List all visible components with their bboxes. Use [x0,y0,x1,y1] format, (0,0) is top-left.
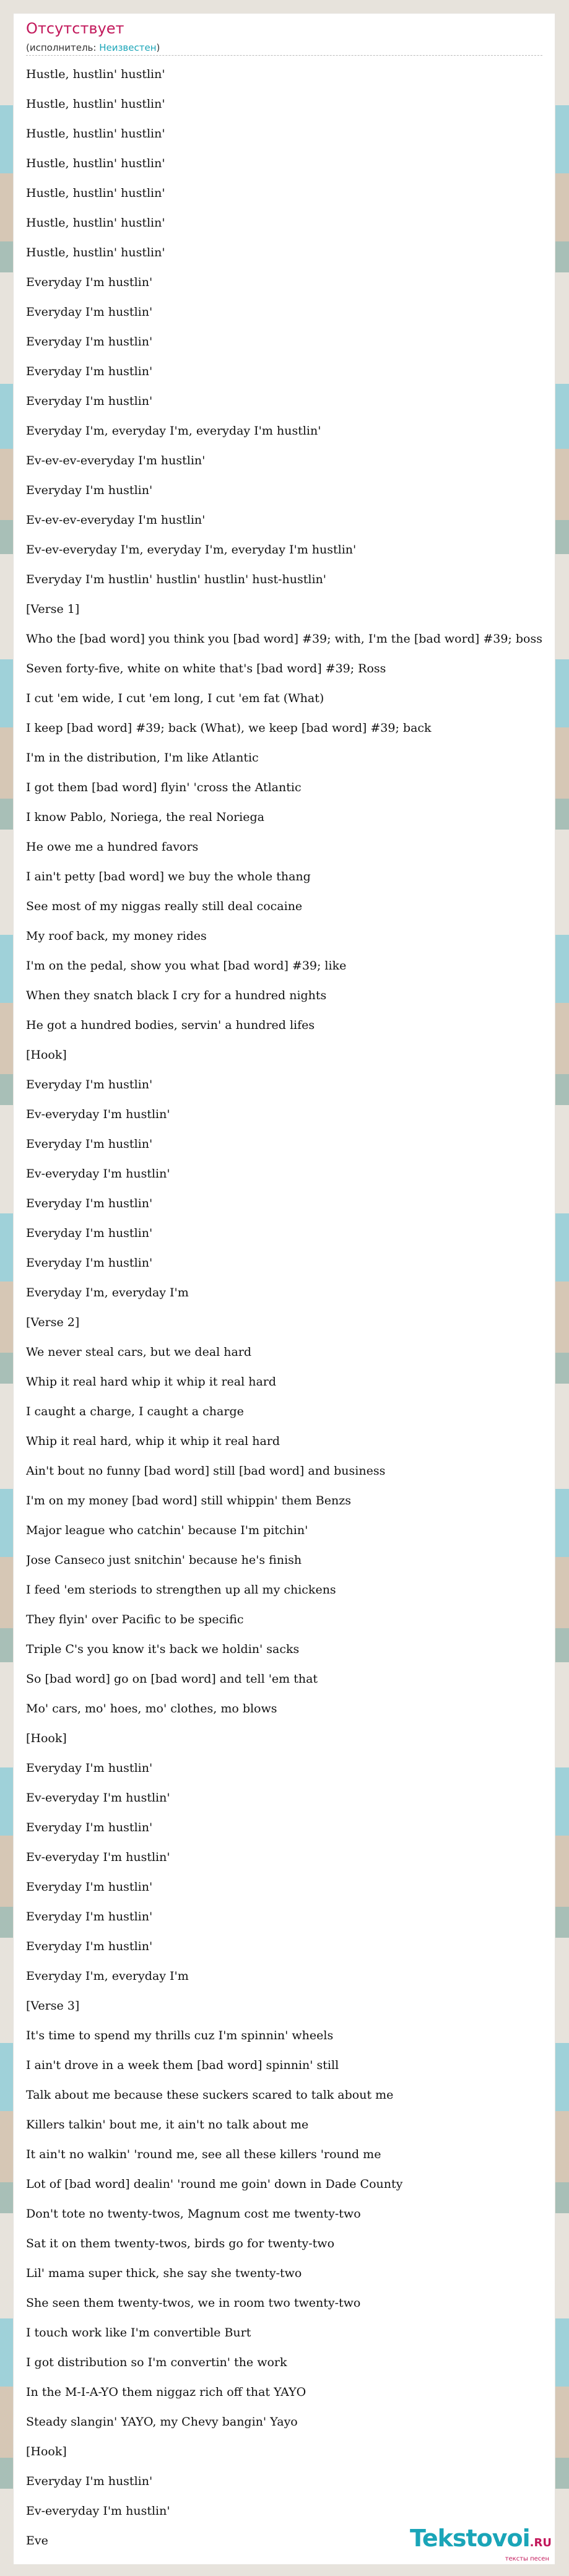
lyric-line: Everyday I'm hustlin' [26,1910,153,1923]
lyric-line: Jose Canseco just snitchin' because he's finish [26,1553,302,1567]
site-logo[interactable] [410,2526,552,2563]
lyric-line: Sat it on them twenty-twos, birds go for twenty-two [26,2237,335,2250]
lyric-line: Hustle, hustlin' hustlin' [26,186,165,200]
lyric-line: Everyday I'm hustlin' [26,1137,153,1151]
lyric-line: I ain't drove in a week them [bad word] spinnin' still [26,2058,339,2072]
lyric-line: Ev-everyday I'm hustlin' [26,1850,170,1864]
lyrics-list [26,59,542,2556]
lyric-line: Everyday I'm, everyday I'm [26,1286,189,1299]
lyric-line: Ain't bout no funny [bad word] still [bad word] and business [26,1464,386,1478]
lyric-line: Everyday I'm hustlin' [26,1197,153,1210]
lyric-line: Everyday I'm hustlin' [26,394,153,408]
lyric-line: Talk about me because these suckers scared to talk about me [26,2088,394,2102]
logo-tld: .RU [529,2536,552,2549]
lyric-line: Killers talkin' bout me, it ain't no talk about me [26,2118,309,2131]
page-title: Отсутствует [26,20,124,37]
lyric-line: [Verse 3] [26,1999,80,2013]
lyric-line: Everyday I'm hustlin' [26,1761,153,1775]
lyric-line: [Hook] [26,1732,67,1745]
lyric-line: Everyday I'm hustlin' [26,1880,153,1894]
lyric-line: Everyday I'm hustlin' [26,1821,153,1834]
lyric-line: He got a hundred bodies, servin' a hundred lifes [26,1018,315,1032]
lyric-line: I ain't petty [bad word] we buy the whole thang [26,870,311,883]
lyric-line: [Verse 1] [26,602,80,616]
divider [26,55,542,56]
lyric-line: [Hook] [26,1048,67,1062]
lyric-line: Major league who catchin' because I'm pitchin' [26,1524,308,1537]
lyric-line: Everyday I'm hustlin' [26,365,153,378]
lyric-line: [Verse 2] [26,1316,80,1329]
lyric-line: I keep [bad word] #39; back (What), we keep [bad word] #39; back [26,721,432,735]
lyric-line: Don't tote no twenty-twos, Magnum cost me twenty-two [26,2207,361,2221]
lyric-line: Everyday I'm hustlin' hustlin' hustlin' hust-hustlin' [26,573,327,586]
lyric-line: Whip it real hard whip it whip it real hard [26,1375,277,1389]
lyric-line: I touch work like I'm convertible Burt [26,2326,251,2340]
lyric-line: My roof back, my money rides [26,929,207,943]
lyric-line: It ain't no walkin' 'round me, see all these killers 'round me [26,2148,381,2161]
lyric-line: Ev-ev-everyday I'm, everyday I'm, everyday I'm hustlin' [26,543,357,557]
lyric-line: Everyday I'm hustlin' [26,2474,153,2488]
lyric-line: So [bad word] go on [bad word] and tell 'em that [26,1672,318,1686]
lyric-line: Who the [bad word] you think you [bad word] #39; with, I'm the [bad word] #39; boss [26,632,542,646]
lyric-line: Ev-ev-ev-everyday I'm hustlin' [26,513,206,527]
lyric-line: Lil' mama super thick, she say she twenty-two [26,2266,302,2280]
artist-line [26,42,160,53]
lyric-line: Everyday I'm hustlin' [26,1940,153,1953]
lyrics-card [14,14,555,2564]
lyric-line: I'm on my money [bad word] still whippin' them Benzs [26,1494,352,1507]
lyric-line: Steady slangin' YAYO, my Chevy bangin' Yayo [26,2415,298,2429]
artist-link[interactable]: Неизвестен [99,42,157,53]
lyric-line: I caught a charge, I caught a charge [26,1405,244,1418]
lyric-line: Ev-everyday I'm hustlin' [26,2504,170,2518]
lyric-line: Lot of [bad word] dealin' 'round me goin' down in Dade County [26,2177,403,2191]
lyric-line: Everyday I'm hustlin' [26,484,153,497]
logo-tagline: тексты песен [505,2556,549,2562]
lyric-line: Everyday I'm hustlin' [26,305,153,319]
artist-suffix: ) [156,42,160,53]
lyric-line: Mo' cars, mo' hoes, mo' clothes, mo blows [26,1702,277,1715]
lyric-line: I'm in the distribution, I'm like Atlantic [26,751,259,765]
lyric-line: Ev-everyday I'm hustlin' [26,1167,170,1181]
lyric-line: Eve [26,2534,48,2548]
lyric-line: Hustle, hustlin' hustlin' [26,157,165,170]
lyric-line: Ev-everyday I'm hustlin' [26,1108,170,1121]
lyric-line: Hustle, hustlin' hustlin' [26,67,165,81]
lyric-line: She seen them twenty-twos, we in room two twenty-two [26,2296,361,2310]
lyric-line: I know Pablo, Noriega, the real Noriega [26,810,264,824]
lyric-line: Everyday I'm hustlin' [26,335,153,349]
lyric-line: Everyday I'm hustlin' [26,1256,153,1270]
lyric-line: I'm on the pedal, show you what [bad word] #39; like [26,959,347,973]
lyric-line: I cut 'em wide, I cut 'em long, I cut 'em fat (What) [26,692,324,705]
lyric-line: He owe me a hundred favors [26,840,199,854]
lyric-line: In the M-I-A-YO them niggaz rich off that YAYO [26,2385,306,2399]
lyric-line: Everyday I'm hustlin' [26,275,153,289]
lyric-line: We never steal cars, but we deal hard [26,1345,252,1359]
lyric-line: Ev-everyday I'm hustlin' [26,1791,170,1805]
artist-prefix: (исполнитель: [26,42,100,53]
lyric-line: Hustle, hustlin' hustlin' [26,216,165,230]
lyric-line: Hustle, hustlin' hustlin' [26,246,165,259]
lyric-line: Everyday I'm, everyday I'm [26,1969,189,1983]
lyric-line: [Hook] [26,2445,67,2458]
lyric-line: When they snatch black I cry for a hundred nights [26,989,327,1002]
lyric-line: Everyday I'm, everyday I'm, everyday I'm hustlin' [26,424,321,438]
lyric-line: They flyin' over Pacific to be specific [26,1613,244,1626]
lyric-line: Triple C's you know it's back we holdin' sacks [26,1642,300,1656]
lyric-line: I feed 'em steriods to strengthen up all my chickens [26,1583,336,1597]
lyric-line: Whip it real hard, whip it whip it real hard [26,1434,280,1448]
lyric-line: Seven forty-five, white on white that's [bad word] #39; Ross [26,662,386,675]
lyric-line: Everyday I'm hustlin' [26,1078,153,1091]
lyric-line: See most of my niggas really still deal cocaine [26,900,303,913]
logo-name: Tekstovoi [409,2525,530,2552]
lyric-line: It's time to spend my thrills cuz I'm spinnin' wheels [26,2029,334,2042]
lyric-line: I got them [bad word] flyin' 'cross the Atlantic [26,781,302,794]
lyric-line: Ev-ev-ev-everyday I'm hustlin' [26,454,206,467]
lyric-line: Hustle, hustlin' hustlin' [26,127,165,141]
lyric-line: I got distribution so I'm convertin' the work [26,2356,287,2369]
lyric-line: Hustle, hustlin' hustlin' [26,97,165,111]
lyric-line: Everyday I'm hustlin' [26,1226,153,1240]
